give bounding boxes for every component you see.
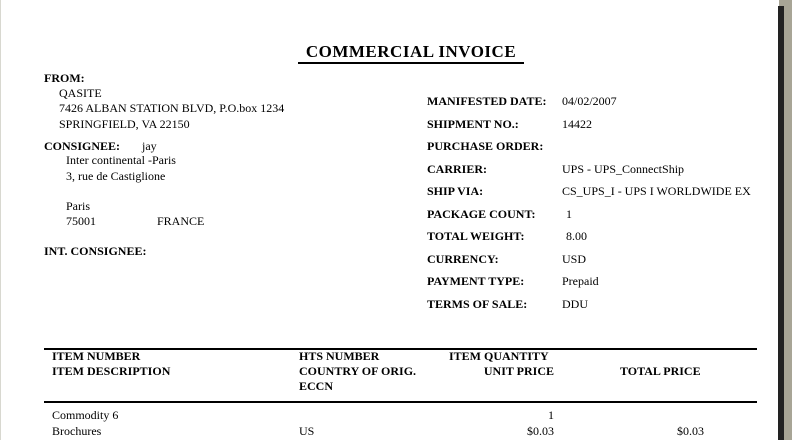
from-address-line-2: SPRINGFIELD, VA 22150 [59,117,190,131]
package-count-value: 1 [566,207,572,221]
shipment-no-value: 14422 [562,117,592,131]
col-header-item-description: ITEM DESCRIPTION [52,364,171,378]
title-underline [298,62,524,64]
row-item-number: Commodity 6 [52,408,119,422]
carrier-label: CARRIER: [427,162,487,176]
ship-via-value: CS_UPS_I - UPS I WORLDWIDE EX [562,184,751,198]
table-top-rule [44,348,757,350]
currency-value: USD [562,252,587,266]
consignee-country: FRANCE [157,214,205,228]
col-header-unit-price: UNIT PRICE [483,364,554,378]
package-count-label: PACKAGE COUNT: [427,207,536,221]
from-name: QASITE [59,86,102,100]
shipment-no-label: SHIPMENT NO.: [427,117,519,131]
consignee-company: Inter continental -Paris [66,153,176,167]
col-header-country-of-orig: COUNTRY OF ORIG. [299,364,417,378]
manifested-date-value: 04/02/2007 [562,94,617,108]
col-header-total-price: TOTAL PRICE [620,364,701,378]
total-weight-value: 8.00 [566,229,587,243]
row-quantity: 1 [548,408,554,422]
col-header-item-quantity: ITEM QUANTITY [449,349,549,363]
payment-type-value: Prepaid [562,274,599,288]
terms-of-sale-label: TERMS OF SALE: [427,297,528,311]
manifested-date-label: MANIFESTED DATE: [427,94,547,108]
page-title: COMMERCIAL INVOICE [305,42,517,61]
from-address-line-1: 7426 ALBAN STATION BLVD, P.O.box 1234 [59,101,285,115]
total-weight-label: TOTAL WEIGHT: [427,229,525,243]
consignee-street: 3, rue de Castiglione [66,169,166,183]
int-consignee-label: INT. CONSIGNEE: [44,244,147,258]
row-total-price: $0.03 [677,424,704,438]
consignee-label: CONSIGNEE: [44,139,121,153]
row-unit-price: $0.03 [527,424,554,438]
from-label: FROM: [44,71,85,85]
consignee-postal: 75001 [66,214,96,228]
carrier-value: UPS - UPS_ConnectShip [562,162,685,176]
payment-type-label: PAYMENT TYPE: [427,274,525,288]
terms-of-sale-value: DDU [562,297,588,311]
page-shadow [778,6,784,440]
col-header-hts-number: HTS NUMBER [299,349,380,363]
currency-label: CURRENCY: [427,252,499,266]
table-header-rule [44,401,757,403]
row-country: US [299,424,315,438]
consignee-name: jay [142,139,157,153]
col-header-eccn: ECCN [299,379,334,393]
ship-via-label: SHIP VIA: [427,184,484,198]
purchase-order-label: PURCHASE ORDER: [427,139,544,153]
consignee-city: Paris [66,199,90,213]
col-header-item-number: ITEM NUMBER [52,349,141,363]
row-item-description: Brochures [52,424,102,438]
